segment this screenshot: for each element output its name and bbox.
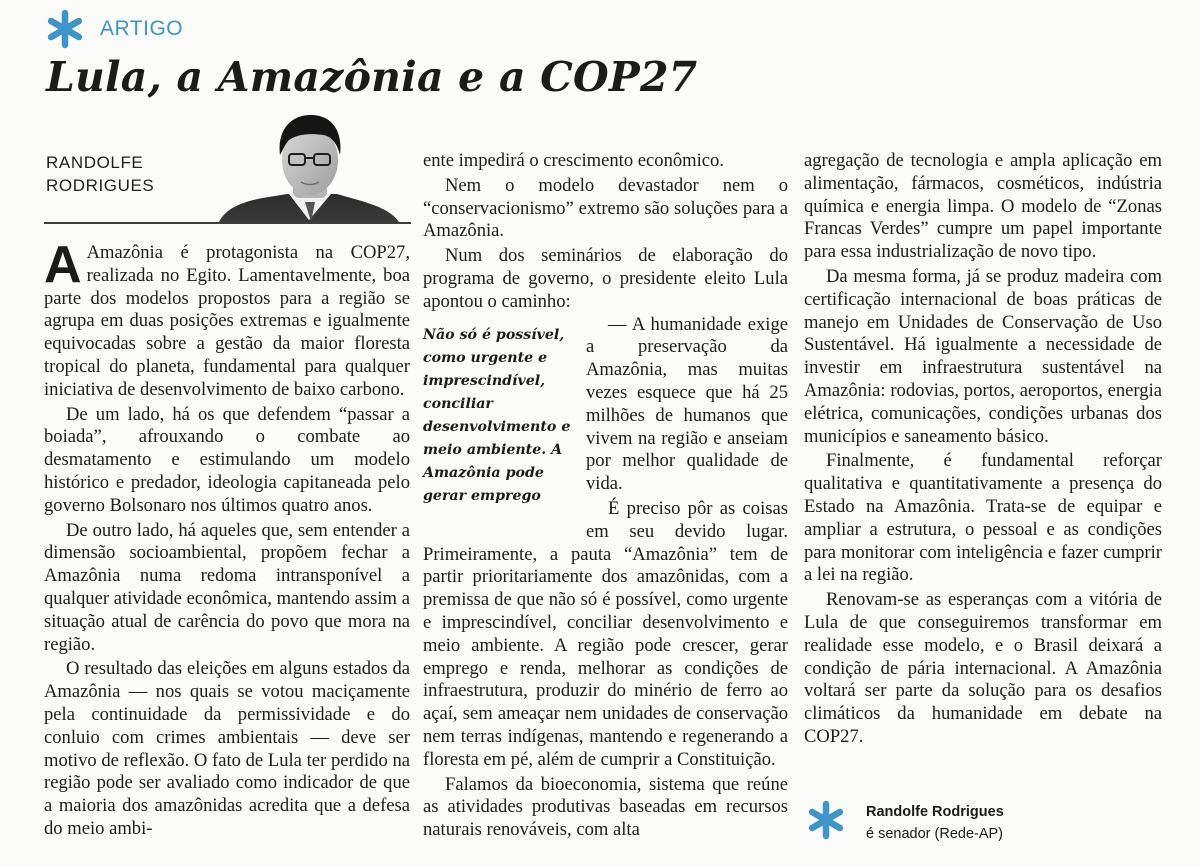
article-paragraph: Da mesma forma, já se produz madeira com certificação internacional de boas práticas de manejo em Unidades de Conservação de Uso Sustentável. Há igualmente a necessidade de investir em infraestrutura sustentável na Amazônia: rodovias, portos, aeroportos, energia elétrica, comunicações, condições urbanas dos municípios e saneamento básico.	[804, 265, 1162, 447]
author-role: é senador (Rede-AP)	[866, 826, 1004, 842]
author-name: Randolfe Rodrigues	[866, 804, 1004, 820]
asterisk-icon	[45, 9, 85, 49]
page-title: Lula, a Amazônia e a COP27	[46, 53, 698, 101]
author-photo	[205, 110, 405, 222]
article-paragraph: Falamos da bioeconomia, sistema que reúne as atividades produtivas baseadas em recursos naturais renováveis, com alta	[423, 773, 788, 841]
article-paragraph: O resultado das eleições em alguns estados da Amazônia — nos quais se votou maciçamente pela continuidade da permissividade e do conluio com crimes ambientais — deve ser motivo de reflexão. O fato de Lula ter perdido na região pode ser avaliado como indicador de que a maioria dos amazônidas acredita que a defesa do meio ambi-	[44, 658, 410, 839]
article-column-3	[804, 150, 1162, 749]
pull-quote: Não só é possível, como urgente e imprescindível, conciliar desenvolvimento e meio ambiente. A Amazônia pode gerar emprego	[423, 326, 571, 504]
article-paragraph: De outro lado, há aqueles que, sem entender a dimensão socioambiental, propõem fechar a Amazônia numa redoma intransponível a qualquer atividade econômica, mantendo assim a situação atual de carência do povo que mora na região.	[44, 519, 410, 655]
article-paragraph: Nem o modelo devastador nem o “conservacionismo” extremo são soluções para a Amazônia.	[423, 174, 788, 242]
article-paragraph: É preciso pôr as coisas em seu devido lugar. Primeiramente, a pauta “Amazônia” tem de partir prioritariamente dos amazônidas, com a premissa de que não só é possível, como urgente e imprescindível, conciliar desenvolvimento e meio ambiente. A região pode crescer, gerar emprego e renda, melhorar as condições de infraestrutura, produzir do minério de ferro ao açaí, sem ameaçar nem unidades de conservação nem terras indígenas, mantendo e regenerando a floresta em pé, além de cumprir a Constituição.	[423, 497, 788, 770]
article-paragraph: Renovam-se as esperanças com a vitória de Lula de que conseguiremos transformar em realidade esse modelo, e o Brasil deixará a condição de pária internacional. A Amazônia voltará ser parte da solução para os desafios climáticos da humanidade em debate na COP27.	[804, 589, 1162, 747]
byline-divider	[44, 222, 411, 224]
article-column-1	[44, 236, 410, 841]
article-column-2	[423, 150, 788, 842]
article-paragraph: Num dos seminários de elaboração do programa de governo, o presidente eleito Lula apontou o caminho:	[423, 245, 788, 312]
pull-quote-box	[423, 314, 586, 534]
article-paragraph: A Amazônia é protagonista na COP27, realizada no Egito. Lamentavelmente, boa parte dos modelos propostos para a região se agrupa em duas posições extremas e igualmente equivocadas sobre a gestão da maior floresta tropical do planeta, fundamental para qualquer iniciativa de desenvolvimento de baixo carbono.	[44, 236, 410, 400]
asterisk-icon	[806, 800, 846, 840]
article-paragraph: De um lado, há os que defendem “passar a boiada”, afrouxando o combate ao desmatamento e estimulando um modelo histórico e predador, ideologia capitaneada pelo governo Bolsonaro nos últimos quatro anos.	[44, 403, 410, 516]
article-paragraph: — A humanidade exige a preservação da Amazônia, mas muitas vezes esquece que há 25 milhões de humanos que vivem na região e anseiam por melhor qualidade de vida.	[586, 313, 788, 495]
drop-cap: A	[44, 236, 82, 294]
article-paragraph: Finalmente, é fundamental reforçar qualitativa e quantitativamente a presença do Estado na Amazônia. Trata-se de equipar e ampliar a estrutura, o pessoal e as condições para monitorar com inteligência e fazer cumprir a lei na região.	[804, 450, 1162, 586]
byline-first-name: RANDOLFE	[46, 153, 144, 172]
byline	[46, 151, 154, 197]
article-paragraph: ente impedirá o crescimento econômico.	[423, 150, 724, 171]
section-label: ARTIGO	[100, 17, 184, 40]
article-paragraph: agregação de tecnologia e ampla aplicação em alimentação, fármacos, cosméticos, indústria química e energia limpa. O modelo de “Zonas Francas Verdes” cumpre um papel importante para essa industrialização de novo tipo.	[804, 150, 1162, 263]
byline-last-name: RODRIGUES	[46, 176, 155, 195]
